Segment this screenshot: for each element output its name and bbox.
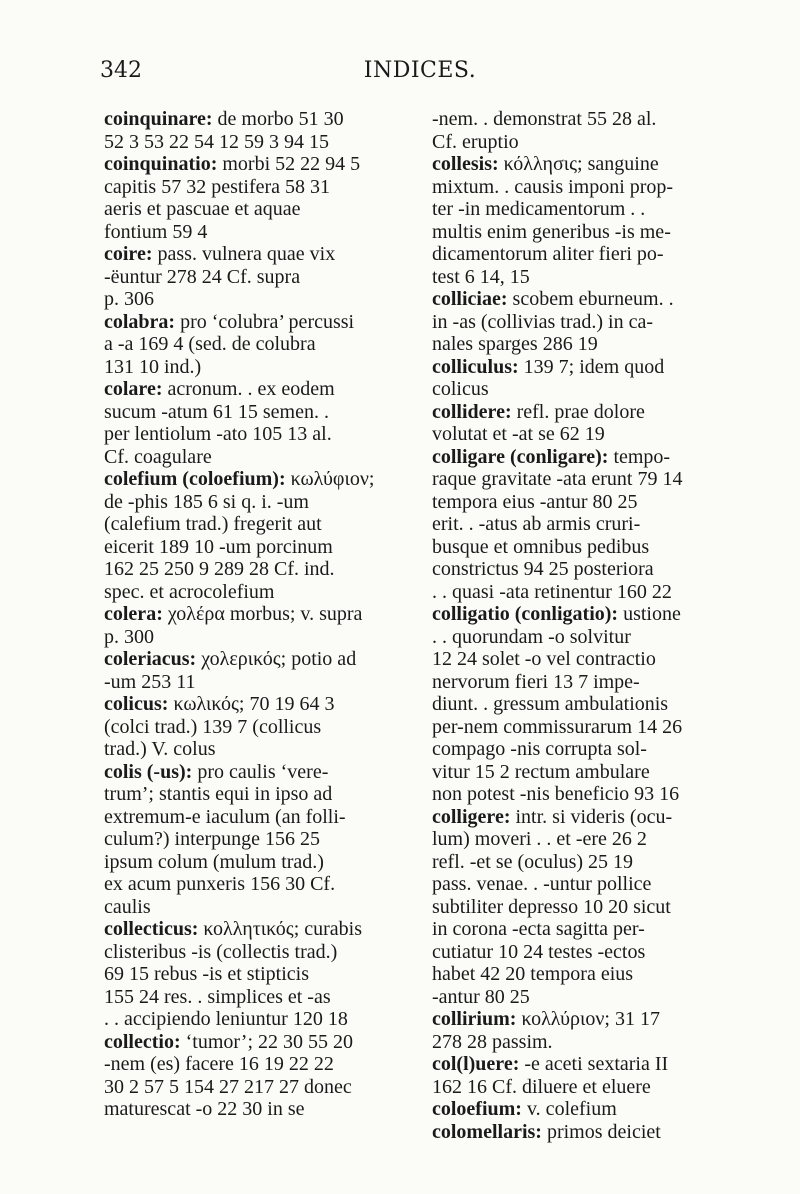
index-line: . . quorundam -o solvitur [432, 625, 631, 648]
index-line: -ëuntur 278 24 Cf. supra [104, 265, 301, 288]
index-line: culum?) interpunge 156 25 [104, 828, 321, 850]
index-line: spec. et acrocolefium [104, 580, 275, 603]
index-line: vitur 15 2 rectum ambulare [432, 760, 650, 783]
index-line: multis enim generibus -is me- [432, 220, 671, 243]
index-line: collirium: κολλύριον; 31 17 [432, 1008, 660, 1030]
index-line: -nem (es) facere 16 19 22 22 [104, 1053, 334, 1075]
index-line: eicerit 189 10 -um porcinum [104, 535, 333, 558]
index-line: colicus: κωλικός; 70 19 64 3 [104, 693, 335, 715]
running-title: INDICES. [363, 58, 477, 83]
index-line: subtiliter depresso 10 20 sicut [432, 895, 671, 918]
headword: colliciae: [432, 288, 508, 310]
index-line: volutat et -at se 62 19 [432, 423, 605, 445]
index-line: colicus [432, 378, 489, 400]
index-line: colomellaris: primos deiciet [432, 1120, 661, 1143]
index-line: collesis: κόλλησις; sanguine [432, 153, 659, 175]
index-line: lum) moveri . . et -ere 26 2 [432, 828, 647, 850]
index-line: -nem. . demonstrat 55 28 al. [432, 108, 657, 130]
index-line: ex acum punxeris 156 30 Cf. [104, 873, 336, 895]
headword: colabra: [104, 310, 176, 333]
index-line: p. 300 [104, 625, 154, 648]
page-header [100, 58, 740, 92]
headword: colomellaris: [432, 1120, 542, 1143]
index-line: sucum -atum 61 15 semen. . [104, 400, 329, 423]
headword: colare: [104, 378, 163, 400]
index-line: non potest -nis beneficio 93 16 [432, 783, 680, 805]
index-line: 162 25 250 9 289 28 Cf. ind. [104, 558, 335, 580]
index-line: trum’; stantis equi in ipso ad [104, 783, 333, 805]
index-line: nervorum fieri 13 7 impe- [432, 670, 640, 693]
index-line: maturescat -o 22 30 in se [104, 1098, 305, 1120]
index-line: de -phis 185 6 si q. i. -um [104, 490, 309, 513]
headword: colera: [104, 603, 163, 625]
index-line: colligare (conligare): tempo- [432, 445, 671, 468]
index-line: tempora eius -antur 80 25 [432, 490, 638, 513]
headword: coleriacus: [104, 648, 197, 670]
index-line: in -as (collivias trad.) in ca- [432, 310, 654, 333]
index-line: colliciae: scobem eburneum. . [432, 288, 674, 310]
index-line: collidere: refl. prae dolore [432, 400, 645, 423]
index-line: per lentiolum -ato 105 13 al. [104, 423, 332, 445]
index-line: . . accipiendo leniuntur 120 18 [104, 1008, 348, 1030]
index-line: colefium (coloefium): κωλύφιον; [104, 468, 375, 490]
headword: coinquinare: [104, 108, 213, 130]
index-line: 155 24 res. . simplices et -as [104, 985, 331, 1008]
index-line: coinquinare: de morbo 51 30 [104, 108, 344, 130]
headword: coire: [104, 243, 153, 265]
index-line: (colci trad.) 139 7 (collicus [104, 715, 322, 738]
index-line: colis (-us): pro caulis ‘vere- [104, 760, 329, 783]
index-line: 162 16 Cf. diluere et eluere [432, 1075, 651, 1098]
headword: colicus: [104, 693, 169, 715]
index-line: colligere: intr. si videris (ocu- [432, 805, 673, 828]
index-line: -um 253 11 [104, 670, 196, 693]
index-line: colligatio (conligatio): ustione [432, 603, 681, 625]
index-line: . . quasi -ata retinentur 160 22 [432, 580, 672, 603]
index-line: busque et omnibus pedibus [432, 535, 650, 558]
headword: collidere: [432, 400, 512, 423]
index-line: extremum-e iaculum (an folli- [104, 805, 346, 828]
index-line: p. 306 [104, 288, 154, 310]
headword: collesis: [432, 153, 499, 175]
index-line: coire: pass. vulnera quae vix [104, 243, 336, 265]
headword: colefium (coloefium): [104, 468, 286, 490]
index-line: cutiatur 10 24 testes -ectos [432, 940, 646, 963]
index-line: 30 2 57 5 154 27 217 27 donec [104, 1075, 352, 1098]
index-line: 69 15 rebus -is et stipticis [104, 963, 309, 985]
index-line: nales sparges 286 19 [432, 333, 598, 355]
index-line: pass. venae. . -untur pollice [432, 873, 652, 895]
headword: colligere: [432, 805, 511, 828]
index-line: coleriacus: χολερικός; potio ad [104, 648, 357, 670]
index-line: coloefium: v. colefium [432, 1098, 617, 1120]
index-line: 278 28 passim. [432, 1030, 553, 1053]
index-line: -antur 80 25 [432, 985, 530, 1008]
index-line: coinquinatio: morbi 52 22 94 5 [104, 153, 361, 175]
index-line: colera: χολέρα morbus; v. supra [104, 603, 363, 625]
index-line: capitis 57 32 pestifera 58 31 [104, 175, 331, 198]
index-line: raque gravitate -ata erunt 79 14 [432, 468, 683, 490]
index-line: collecticus: κολλητικός; curabis [104, 918, 363, 940]
index-line: caulis [104, 895, 151, 918]
index-line: compago -nis corrupta sol- [432, 738, 647, 760]
right-column [432, 108, 732, 1143]
index-line: a -a 169 4 (sed. de colubra [104, 333, 316, 355]
headword: collectio: [104, 1030, 181, 1053]
index-line: 52 3 53 22 54 12 59 3 94 15 [104, 130, 329, 153]
index-line: col(l)uere: -e aceti sextaria II [432, 1053, 669, 1075]
index-line: ter -in medicamentorum . . [432, 198, 646, 220]
index-line: mixtum. . causis imponi prop- [432, 175, 674, 198]
index-line: colabra: pro ‘colubra’ percussi [104, 310, 355, 333]
index-line: Cf. coagulare [104, 445, 212, 468]
index-line: Cf. eruptio [432, 130, 519, 153]
index-line: 12 24 solet -o vel contractio [432, 648, 656, 670]
index-line: ipsum colum (mulum trad.) [104, 850, 324, 873]
index-line: aeris et pascuae et aquae [104, 198, 301, 220]
headword: colis (-us): [104, 760, 193, 783]
headword: colliculus: [432, 355, 519, 378]
headword: collirium: [432, 1008, 517, 1030]
index-line: constrictus 94 25 posteriora [432, 558, 654, 580]
index-line: habet 42 20 tempora eius [432, 963, 634, 985]
index-line: fontium 59 4 [104, 220, 208, 243]
page-number: 342 [100, 58, 142, 83]
index-line: in corona -ecta sagitta per- [432, 918, 645, 940]
index-line: dicamentorum aliter fieri po- [432, 243, 664, 265]
index-line: trad.) V. colus [104, 738, 216, 760]
headword: colligatio (conligatio): [432, 603, 619, 625]
index-line: collectio: ‘tumor’; 22 30 55 20 [104, 1030, 354, 1053]
index-line: clisteribus -is (collectis trad.) [104, 940, 338, 963]
headword: colligare (conligare): [432, 445, 609, 468]
index-line: refl. -et se (oculus) 25 19 [432, 850, 634, 873]
headword: col(l)uere: [432, 1053, 520, 1075]
index-line: erit. . -atus ab armis cruri- [432, 513, 641, 535]
index-line: diunt. . gressum ambulationis [432, 693, 669, 715]
left-column [104, 108, 404, 1121]
index-line: test 6 14, 15 [432, 265, 530, 288]
index-line: colare: acronum. . ex eodem [104, 378, 335, 400]
headword: coloefium: [432, 1098, 522, 1120]
index-line: 131 10 ind.) [104, 355, 202, 378]
index-line: colliculus: 139 7; idem quod [432, 355, 665, 378]
index-line: per-nem commissurarum 14 26 [432, 715, 683, 738]
headword: coinquinatio: [104, 153, 218, 175]
index-line: (calefium trad.) fregerit aut [104, 513, 322, 535]
headword: collecticus: [104, 918, 199, 940]
